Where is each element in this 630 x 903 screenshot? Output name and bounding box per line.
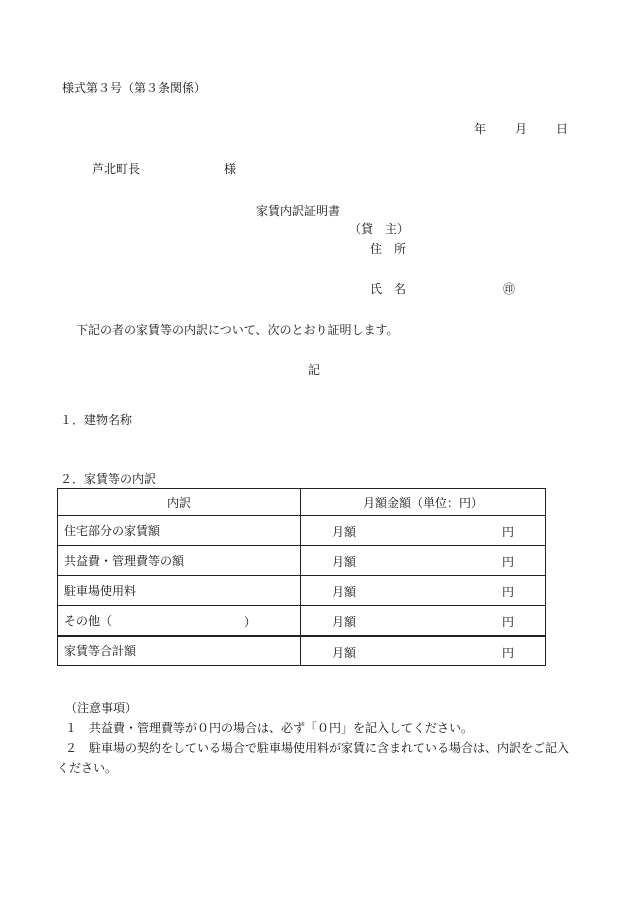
rent-breakdown-table	[57, 488, 546, 666]
table-row-total	[58, 636, 546, 666]
seal-mark: ㊞	[503, 282, 516, 296]
document-title: 家賃内訳証明書	[256, 204, 341, 218]
date-day-label: 日	[556, 122, 569, 136]
body-text: 下記の者の家賃等の内訳について、次のとおり証明します。	[76, 323, 399, 337]
table-row	[58, 546, 546, 576]
ki-heading: 記	[308, 363, 321, 377]
notes-section	[57, 698, 577, 778]
note-item-1: １ 共益費・管理費等が０円の場合は、必ず「０円」を記入してください。	[65, 721, 474, 735]
section1-building-name-label: １．建物名称	[60, 413, 133, 427]
amount-label: 月額	[332, 555, 357, 569]
row-amount[interactable]	[301, 606, 546, 636]
landlord-name-label: 氏 名	[370, 282, 407, 296]
row-item	[58, 576, 301, 606]
row-item-label: 共益費・管理費等の額	[64, 554, 185, 568]
row-amount[interactable]	[301, 636, 546, 666]
date-month-label: 月	[515, 122, 528, 136]
notes-heading: （注意事項）	[65, 701, 138, 715]
date-year-label: 年	[474, 122, 487, 136]
row-item-label: 家賃等合計額	[64, 644, 137, 659]
row-item-other[interactable]	[58, 606, 301, 636]
form-number: 様式第３号（第３条関係）	[62, 81, 207, 95]
row-item-label: 住宅部分の家賃額	[64, 524, 161, 538]
table-row	[58, 606, 546, 636]
row-item-label: その他（	[64, 613, 113, 628]
row-item	[58, 636, 301, 666]
row-amount[interactable]	[301, 546, 546, 576]
row-item-label: 駐車場使用料	[64, 584, 137, 598]
addressee-honorific: 様	[224, 162, 237, 176]
table-row	[58, 516, 546, 546]
amount-label: 月額	[332, 525, 357, 539]
amount-unit: 円	[502, 645, 515, 660]
amount-label: 月額	[332, 585, 357, 599]
amount-unit: 円	[502, 585, 515, 599]
amount-unit: 円	[502, 525, 515, 539]
note-item-2: ２ 駐車場の契約をしている場合で駐車場使用料が家賃に含まれている場合は、内訳をご記入ください。	[57, 741, 570, 775]
row-amount[interactable]	[301, 516, 546, 546]
row-item	[58, 546, 301, 576]
row-amount[interactable]	[301, 576, 546, 606]
row-item-paren-close: ）	[244, 615, 257, 629]
table-row	[58, 576, 546, 606]
section2-label: ２．家賃等の内訳	[60, 472, 157, 486]
landlord-address-label: 住 所	[370, 242, 407, 256]
amount-unit: 円	[502, 615, 515, 629]
amount-label: 月額	[332, 615, 357, 629]
amount-unit: 円	[502, 555, 515, 569]
addressee-name: 芦北町長	[92, 162, 141, 176]
row-item	[58, 516, 301, 546]
header-monthly-amount: 月額金額（単位：円）	[301, 489, 546, 516]
landlord-role: （貸 主）	[349, 222, 410, 236]
amount-label: 月額	[332, 645, 357, 660]
header-item: 内訳	[58, 489, 301, 516]
table-header-row	[58, 489, 546, 516]
